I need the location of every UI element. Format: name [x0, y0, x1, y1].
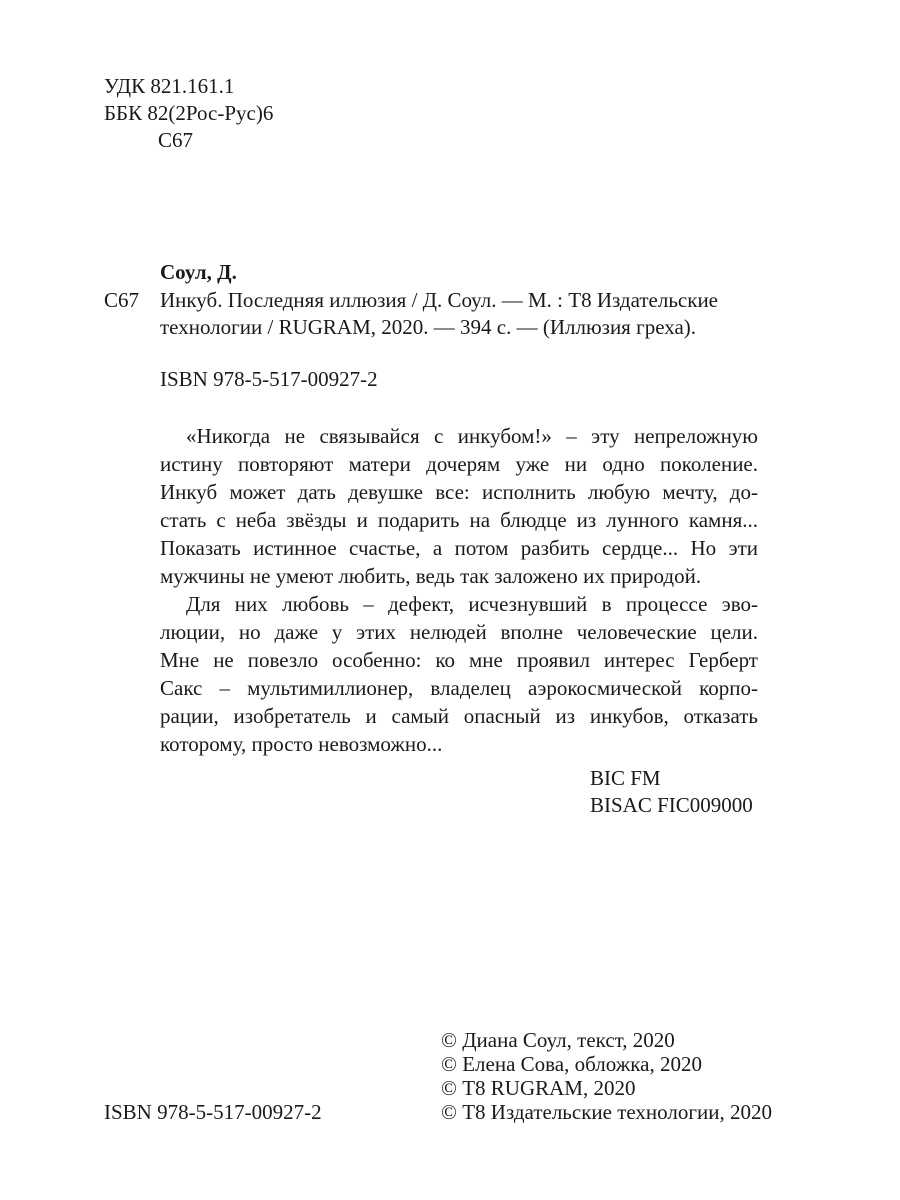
annotation-line: рации, изобретатель и самый опасный из инкубов, отказать: [160, 704, 758, 728]
bbk-code: ББК 82(2Рос-Рус)6: [104, 101, 274, 125]
annotation-line: Сакс – мультимиллионер, владелец аэрокосмической корпо-: [160, 676, 758, 700]
footer-isbn: ISBN 978-5-517-00927-2: [104, 1100, 322, 1124]
annotation-line: Мне не повезло особенно: ко мне проявил интерес Герберт: [160, 648, 758, 672]
bisac-code: BISAC FIC009000: [590, 793, 753, 817]
annotation-line: стать с неба звёзды и подарить на блюдце из лунного камня...: [160, 508, 758, 532]
annotation-line: истину повторяют матери дочерям уже ни одно поколение.: [160, 452, 758, 476]
annotation: [160, 422, 758, 758]
annotation-line: Инкуб может дать девушке все: исполнить любую мечту, до-: [160, 480, 758, 504]
annotation-line: Для них любовь – дефект, исчезнувший в процессе эво-: [186, 592, 758, 616]
annotation-line: люции, но даже у этих нелюдей вполне человеческие цели.: [160, 620, 758, 644]
udk-code: УДК 821.161.1: [104, 74, 235, 98]
author-mark-code: С67: [158, 128, 194, 152]
annotation-line: мужчины не умеют любить, ведь так заложено их природой.: [160, 564, 702, 588]
annotation-line: которому, просто невозможно...: [160, 732, 443, 756]
bibliography-line: Инкуб. Последняя иллюзия / Д. Соул. — М. : Т8 Издательские: [160, 288, 719, 312]
bibliographic-description: [160, 287, 758, 341]
annotation-line: Показать истинное счастье, а потом разбить сердце... Но эти: [160, 536, 758, 560]
isbn: ISBN 978-5-517-00927-2: [160, 367, 378, 391]
bibliography-line: технологии / RUGRAM, 2020. — 394 с. — (Иллюзия греха).: [160, 315, 697, 339]
bic-code: BIC FM: [590, 766, 661, 790]
copyright-line: © Т8 Издательские технологии, 2020: [441, 1100, 772, 1124]
annotation-line: «Никогда не связывайся с инкубом!» – эту непреложную: [186, 424, 758, 448]
copyright-line: © Т8 RUGRAM, 2020: [441, 1076, 636, 1100]
copyright-line: © Диана Соул, текст, 2020: [441, 1028, 675, 1052]
copyright-notices: [441, 1028, 772, 1124]
copyright-line: © Елена Сова, обложка, 2020: [441, 1052, 702, 1076]
author-name: Соул, Д.: [160, 260, 237, 284]
bibliography-author-mark: С67: [104, 288, 140, 312]
